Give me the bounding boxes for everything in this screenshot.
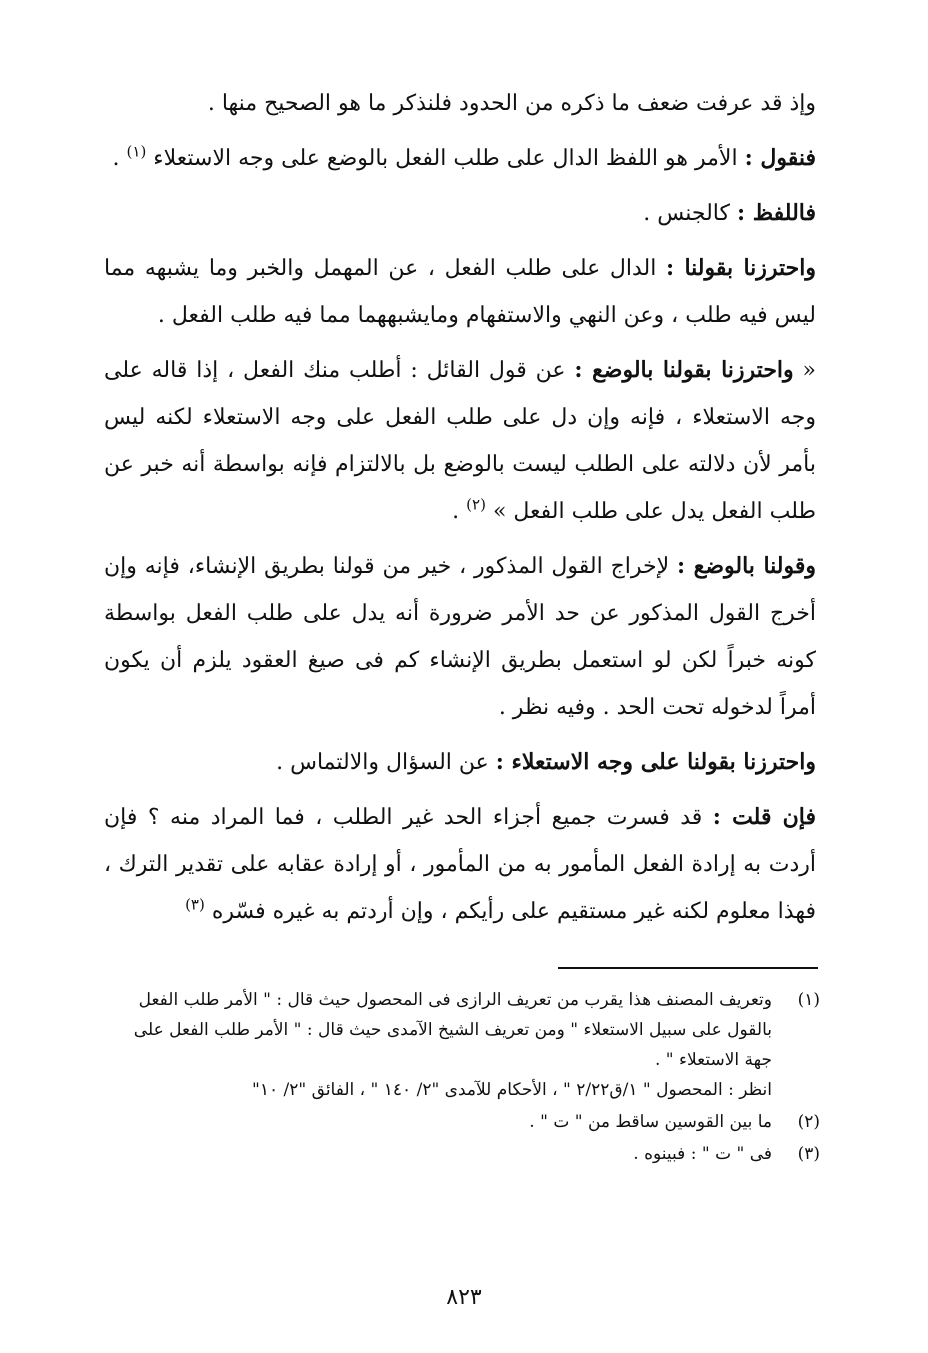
paragraph-lead: فإن قلت : [712, 804, 816, 830]
paragraph-3 [104, 190, 816, 237]
footnote-number: (٣) [797, 1144, 820, 1164]
footnote-text: ما بين القوسين ساقط من " ت " . [529, 1112, 772, 1132]
paragraph-lead: فاللفظ : [737, 200, 816, 226]
paragraph-text: كالجنس . [643, 201, 730, 226]
paragraph-6 [104, 543, 816, 731]
paragraph-2 [104, 135, 816, 182]
footnote-ref: (١) [126, 142, 147, 161]
main-text [104, 80, 816, 935]
footnote-reference: انظر : المحصول " ١/ق٢/٢٢ " ، الأحكام للآمدى "٢/ ١٤٠ " ، الفائق "٢/ ١٠" [252, 1080, 772, 1100]
paragraph-text: قد فسرت جميع أجزاء الحد غير الطلب ، فما المراد منه ؟ فإن أردت به إرادة الفعل المأمور به من المأمور ، أو إرادة عقابه على تقدير الترك ، فهذا معلوم لكنه غير مستقيم على رأيكم ، وإن أردتم به غيره فسّره [104, 805, 816, 924]
footnote-number: (١) [797, 990, 820, 1010]
paragraph-lead: واحترزنا بقولنا : [666, 255, 817, 281]
paragraph-7 [104, 739, 816, 786]
paragraph-end: . [112, 146, 120, 171]
footnote-divider [558, 967, 818, 969]
footnote-3 [104, 1139, 820, 1169]
paragraph-lead: واحترزنا بقولنا بالوضع : [574, 357, 794, 383]
paragraph-1 [104, 80, 816, 127]
paragraph-lead: وقولنا بالوضع : [677, 553, 816, 579]
paragraph-text: عن السؤال والالتماس . [276, 750, 489, 775]
paragraph-text: وإذ قد عرفت ضعف ما ذكره من الحدود فلنذكر ما هو الصحيح منها . [207, 91, 816, 116]
paragraph-text: الأمر هو اللفظ الدال على طلب الفعل بالوضع على وجه الاستعلاء [153, 146, 738, 171]
paragraph-8 [104, 794, 816, 935]
footnote-ref: (٢) [466, 495, 486, 514]
paragraph-end: . [452, 499, 460, 524]
footnote-number: (٢) [797, 1112, 820, 1132]
paragraph-text: عن قول القائل : أطلب منك الفعل ، إذا قاله على وجه الاستعلاء ، فإنه وإن دل على طلب الفعل على وجه الاستعلاء لكنه ليس بأمر لأن دلالته على الطلب ليست بالوضع بل بالالتزام فإنه بواسطة أنه خبر عن طلب الفعل يدل على طلب الفعل » [104, 358, 816, 524]
footnote-text: وتعريف المصنف هذا يقرب من تعريف الرازى فى المحصول حيث قال : " الأمر طلب الفعل بالقول على سبيل الاستعلاء " ومن تعريف الشيخ الآمدى حيث قال : " الأمر طلب الفعل على جهة الاستعلاء " . [133, 990, 772, 1070]
paragraph-text: لإخراج القول المذكور ، خير من قولنا بطريق الإنشاء، فإنه وإن أخرج القول المذكور عن حد الأمر ضرورة أنه يدل على طلب الفعل بواسطة كونه خبراً لكن لو استعمل بطريق الإنشاء كم فى صيغ العقود يلزم أن يكون أمراً لدخوله تحت الحد . وفيه نظر . [104, 554, 816, 720]
page-number: ٨٢٣ [446, 1285, 482, 1310]
paragraph-text: الدال على طلب الفعل ، عن المهمل والخبر وما يشبهه مما ليس فيه طلب ، وعن النهي والاستفهام ومايشبههما مما فيه طلب الفعل . [104, 256, 816, 328]
paragraph-lead: واحترزنا بقولنا على وجه الاستعلاء : [495, 749, 816, 775]
footnotes [104, 985, 820, 1169]
footnote-1 [104, 985, 820, 1105]
paragraph-5 [104, 347, 816, 535]
paragraph-4 [104, 245, 816, 339]
quote-open: « [802, 358, 816, 383]
footnote-2 [104, 1107, 820, 1137]
footnote-text: فى " ت " : فبينوه . [633, 1144, 772, 1164]
footnote-ref: (٣) [185, 895, 205, 914]
paragraph-lead: فنقول : [744, 145, 816, 171]
